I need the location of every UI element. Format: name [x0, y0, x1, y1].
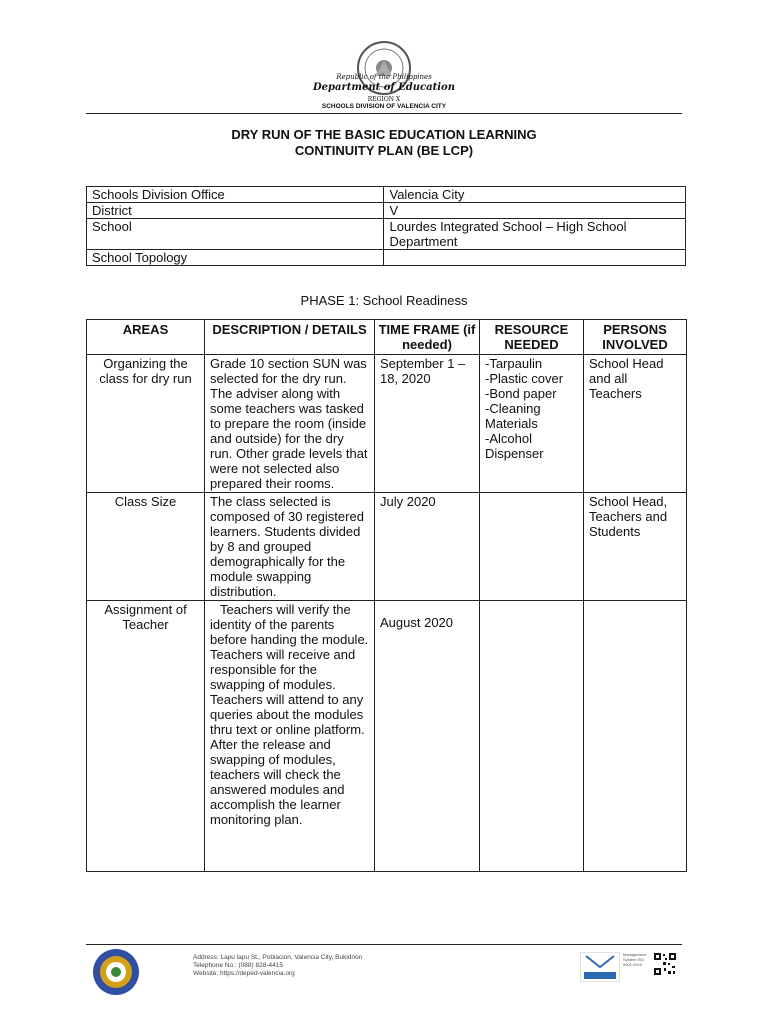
plan-row — [87, 355, 687, 493]
row-persons: School Head, Teachers and Students — [584, 493, 687, 601]
region-text: REGION X — [367, 96, 401, 103]
qr-code-icon — [653, 952, 677, 976]
header-divider — [86, 113, 682, 114]
header-description: DESCRIPTION / DETAILS — [205, 320, 375, 355]
footer-divider — [86, 944, 682, 945]
header-resource: RESOURCE NEEDED — [480, 320, 584, 355]
info-row — [87, 203, 686, 219]
division-text: SCHOOLS DIVISION OF VALENCIA CITY — [321, 103, 447, 110]
info-row — [87, 187, 686, 203]
department-text: Department of Education — [313, 82, 455, 93]
plan-row — [87, 601, 687, 872]
plan-header-row — [87, 320, 687, 355]
info-row — [87, 219, 686, 250]
row-description: The class selected is composed of 30 registered learners. Students divided by 8 and grouped demographically for the module swapping distribution. — [205, 493, 375, 601]
row-time-frame — [375, 601, 480, 872]
footer-address: Address: Lapu lapu St., Poblacion, Valencia City, Bukidnon — [193, 954, 363, 961]
info-label: Schools Division Office — [87, 187, 384, 203]
header-persons: PERSONS INVOLVED — [584, 320, 687, 355]
row-area: Class Size — [87, 493, 205, 601]
republic-text: Republic of the Philippines — [336, 73, 432, 81]
info-row — [87, 250, 686, 266]
row-area: Organizing the class for dry run — [87, 355, 205, 493]
document-title — [0, 127, 768, 159]
info-value: Lourdes Integrated School – High School Department — [384, 219, 686, 250]
row-time-text: August 2020 — [380, 615, 454, 630]
title-line-1: DRY RUN OF THE BASIC EDUCATION LEARNING — [231, 127, 537, 142]
info-value — [384, 250, 686, 266]
row-persons: School Head and all Teachers — [584, 355, 687, 493]
row-resource — [480, 493, 584, 601]
info-label: School — [87, 219, 384, 250]
division-seal-icon — [92, 948, 140, 996]
row-resource — [480, 601, 584, 872]
readiness-plan-table — [86, 319, 687, 872]
school-info-table — [86, 186, 686, 266]
footer-contact — [193, 954, 362, 978]
row-area: Assignment of Teacher — [87, 601, 205, 872]
row-description: Teachers will verify the identity of the parents before handing the module. Teachers will receive and responsible for the swapping of modules. Teachers will attend to any queries about the modules thru text or online platform. After the release and swapping of modules, teachers will check the answered modules and accomplish the learner monitoring plan. — [205, 601, 375, 872]
info-label: School Topology — [87, 250, 384, 266]
info-value: V — [384, 203, 686, 219]
letterhead — [0, 0, 768, 116]
info-value: Valencia City — [384, 187, 686, 203]
header-time-frame: TIME FRAME (if needed) — [375, 320, 480, 355]
plan-row — [87, 493, 687, 601]
header-areas: AREAS — [87, 320, 205, 355]
row-time-frame: July 2020 — [375, 493, 480, 601]
info-label: District — [87, 203, 384, 219]
footer-website: Website: https://deped-valencia.org — [193, 970, 295, 977]
row-time-frame: September 1 – 18, 2020 — [375, 355, 480, 493]
row-persons — [584, 601, 687, 872]
certification-text: Management System ISO 9001:2015 — [623, 952, 647, 967]
phase-heading: PHASE 1: School Readiness — [300, 293, 468, 308]
footer-telephone: Telephone No.: (088) 828-4415 — [193, 962, 283, 969]
row-resource: -Tarpaulin -Plastic cover -Bond paper -Cleaning Materials -Alcohol Dispenser — [480, 355, 584, 493]
certification-badge-icon — [580, 952, 620, 982]
row-description: Grade 10 section SUN was selected for the dry run. The adviser along with some teachers was tasked to prepare the room (inside and outside) for the dry run. Other grade levels that were not selected also prepared their rooms. — [205, 355, 375, 493]
title-line-2: CONTINUITY PLAN (BE LCP) — [294, 143, 474, 158]
